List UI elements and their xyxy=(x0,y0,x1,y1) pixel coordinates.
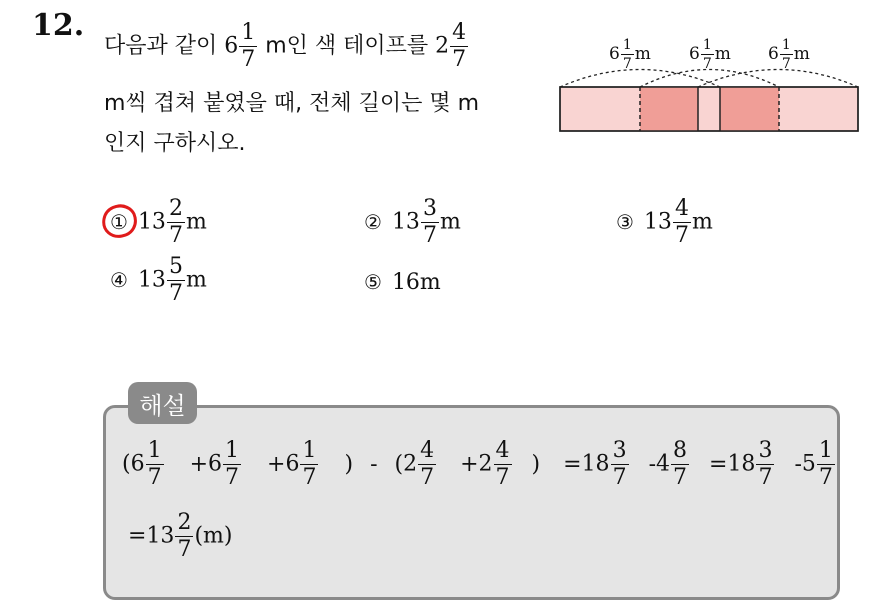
sol-whole: 4 xyxy=(656,451,670,477)
choice-marker: ② xyxy=(364,209,382,234)
sol-whole: 2 xyxy=(478,451,493,477)
choice-fraction xyxy=(673,198,691,247)
tape-label-numerator: 1 xyxy=(622,37,632,53)
tape-label-fraction xyxy=(621,38,634,71)
tape-label-denominator: 7 xyxy=(622,56,632,72)
tape-label-fraction xyxy=(701,38,714,71)
tape-label-unit: m xyxy=(714,44,731,64)
choice-unit: m xyxy=(185,209,207,235)
selected-answer-circle xyxy=(98,200,142,242)
choice-numerator: 2 xyxy=(168,196,183,221)
sol-operator: = xyxy=(563,451,582,477)
tape-label-denominator: 7 xyxy=(702,56,712,72)
tape-arc-3 xyxy=(698,70,858,88)
overlap-length-fraction xyxy=(450,22,468,71)
sol-numerator: 1 xyxy=(818,438,833,463)
overlap-length-whole: 2 xyxy=(435,33,450,59)
overlap-region-1 xyxy=(640,87,698,131)
tape-label-fraction xyxy=(780,38,793,71)
sol-fraction xyxy=(611,440,629,489)
question-number: 12. xyxy=(32,8,85,43)
sol-denominator: 7 xyxy=(177,537,192,562)
choice-numerator: 4 xyxy=(674,196,689,221)
sol-operator: - xyxy=(648,451,656,477)
solution-line-1 xyxy=(122,440,836,489)
sol-numerator: 2 xyxy=(177,510,192,535)
sol-whole: 2 xyxy=(403,451,418,477)
sol-fraction xyxy=(494,440,512,489)
tape-label-3 xyxy=(768,38,810,71)
tape-label-numerator: 1 xyxy=(781,37,791,53)
sol-fraction xyxy=(817,440,835,489)
sol-paren: ( xyxy=(122,451,131,477)
sol-fraction xyxy=(756,440,774,489)
sol-operator: - xyxy=(370,451,378,477)
tape-length-whole: 6 xyxy=(224,33,239,59)
sol-whole: 18 xyxy=(581,451,610,477)
sol-whole: 6 xyxy=(208,451,223,477)
choice-whole: 13 xyxy=(391,209,420,235)
sol-numerator: 4 xyxy=(495,438,510,463)
question-text: m인 색 테이프를 xyxy=(258,33,436,59)
question-line-3: 인지 구하시오. xyxy=(104,131,246,156)
choice-whole: 13 xyxy=(137,209,166,235)
tape-arc-2 xyxy=(640,70,779,88)
sol-operator: - xyxy=(794,451,802,477)
sol-operator: = xyxy=(709,451,728,477)
choice-fraction xyxy=(167,198,185,247)
sol-numerator: 8 xyxy=(673,438,687,463)
choice-fraction xyxy=(167,256,185,305)
sol-fraction xyxy=(223,440,241,489)
tape-label-2 xyxy=(689,38,731,71)
tape-strip xyxy=(560,87,858,131)
choice-text: 16m xyxy=(391,270,441,295)
solution-tag: 해설 xyxy=(128,382,197,424)
sol-numerator: 1 xyxy=(225,438,240,463)
overlap-length-denominator: 7 xyxy=(452,47,467,72)
choice-denominator: 7 xyxy=(422,223,437,248)
tape-label-unit: m xyxy=(793,44,810,64)
solution-box xyxy=(103,405,840,600)
tape-length-denominator: 7 xyxy=(241,47,256,72)
sol-whole: 18 xyxy=(727,451,756,477)
choice-denominator: 7 xyxy=(168,223,183,248)
tape-label-denominator: 7 xyxy=(781,56,791,72)
sol-fraction xyxy=(300,440,318,489)
question-line-2: m씩 겹쳐 붙였을 때, 전체 길이는 몇 m xyxy=(104,91,480,116)
sol-denominator: 7 xyxy=(758,465,773,490)
choice-marker: ① xyxy=(110,209,128,234)
choice-denominator: 7 xyxy=(674,223,689,248)
sol-operator: + xyxy=(189,451,209,477)
choice-unit: m xyxy=(185,267,207,293)
sol-numerator: 1 xyxy=(302,438,317,463)
sol-fraction xyxy=(671,440,689,489)
sol-operator: + xyxy=(267,451,286,477)
sol-paren: ) xyxy=(531,451,541,477)
tape-label-unit: m xyxy=(634,44,651,64)
sol-fraction xyxy=(175,512,193,561)
sol-denominator: 7 xyxy=(147,465,162,490)
choice-3[interactable] xyxy=(616,198,713,247)
sol-denominator: 7 xyxy=(495,465,510,490)
sol-denominator: 7 xyxy=(818,465,833,490)
sol-numerator: 3 xyxy=(612,438,627,463)
tape-label-1 xyxy=(609,38,651,71)
choice-5[interactable] xyxy=(364,270,441,295)
sol-whole: 5 xyxy=(801,451,816,477)
sol-denominator: 7 xyxy=(612,465,627,490)
choice-2[interactable] xyxy=(364,198,461,247)
choice-denominator: 7 xyxy=(168,281,183,306)
overlap-length-numerator: 4 xyxy=(452,20,467,45)
tape-arc-1 xyxy=(560,70,720,88)
choice-numerator: 3 xyxy=(422,196,437,221)
sol-whole: 13 xyxy=(146,523,175,549)
choice-whole: 13 xyxy=(643,209,672,235)
choice-numerator: 5 xyxy=(168,254,183,279)
choice-marker: ③ xyxy=(616,209,634,234)
choice-4[interactable] xyxy=(110,256,207,305)
solution-line-2 xyxy=(128,512,232,561)
sol-unit: (m) xyxy=(194,523,233,549)
sol-denominator: 7 xyxy=(420,465,435,490)
sol-operator: = xyxy=(128,523,147,549)
question-line-1 xyxy=(104,22,469,71)
sol-denominator: 7 xyxy=(302,465,317,490)
choice-whole: 13 xyxy=(137,267,166,293)
tape-label-whole: 6 xyxy=(689,44,700,64)
sol-denominator: 7 xyxy=(225,465,240,490)
choice-marker: ⑤ xyxy=(364,270,382,294)
tape-label-numerator: 1 xyxy=(702,37,712,53)
tape-length-fraction xyxy=(239,22,257,71)
choice-unit: m xyxy=(439,209,461,235)
sol-denominator: 7 xyxy=(673,465,687,490)
question-text: 다음과 같이 xyxy=(104,33,225,59)
sol-fraction xyxy=(146,440,164,489)
sol-paren: ( xyxy=(394,451,404,477)
choice-fraction xyxy=(421,198,439,247)
sol-operator: + xyxy=(460,451,479,477)
sol-whole: 6 xyxy=(285,451,300,477)
sol-numerator: 1 xyxy=(147,438,162,463)
sol-numerator: 4 xyxy=(420,438,435,463)
sol-numerator: 3 xyxy=(758,438,773,463)
overlap-region-2 xyxy=(720,87,779,131)
tape-label-whole: 6 xyxy=(609,44,620,64)
choice-unit: m xyxy=(691,209,713,235)
sol-paren: ) xyxy=(344,451,354,477)
tape-length-numerator: 1 xyxy=(241,20,256,45)
sol-fraction xyxy=(418,440,436,489)
sol-whole: 6 xyxy=(130,451,145,477)
choice-marker: ④ xyxy=(110,267,128,292)
tape-label-whole: 6 xyxy=(768,44,779,64)
